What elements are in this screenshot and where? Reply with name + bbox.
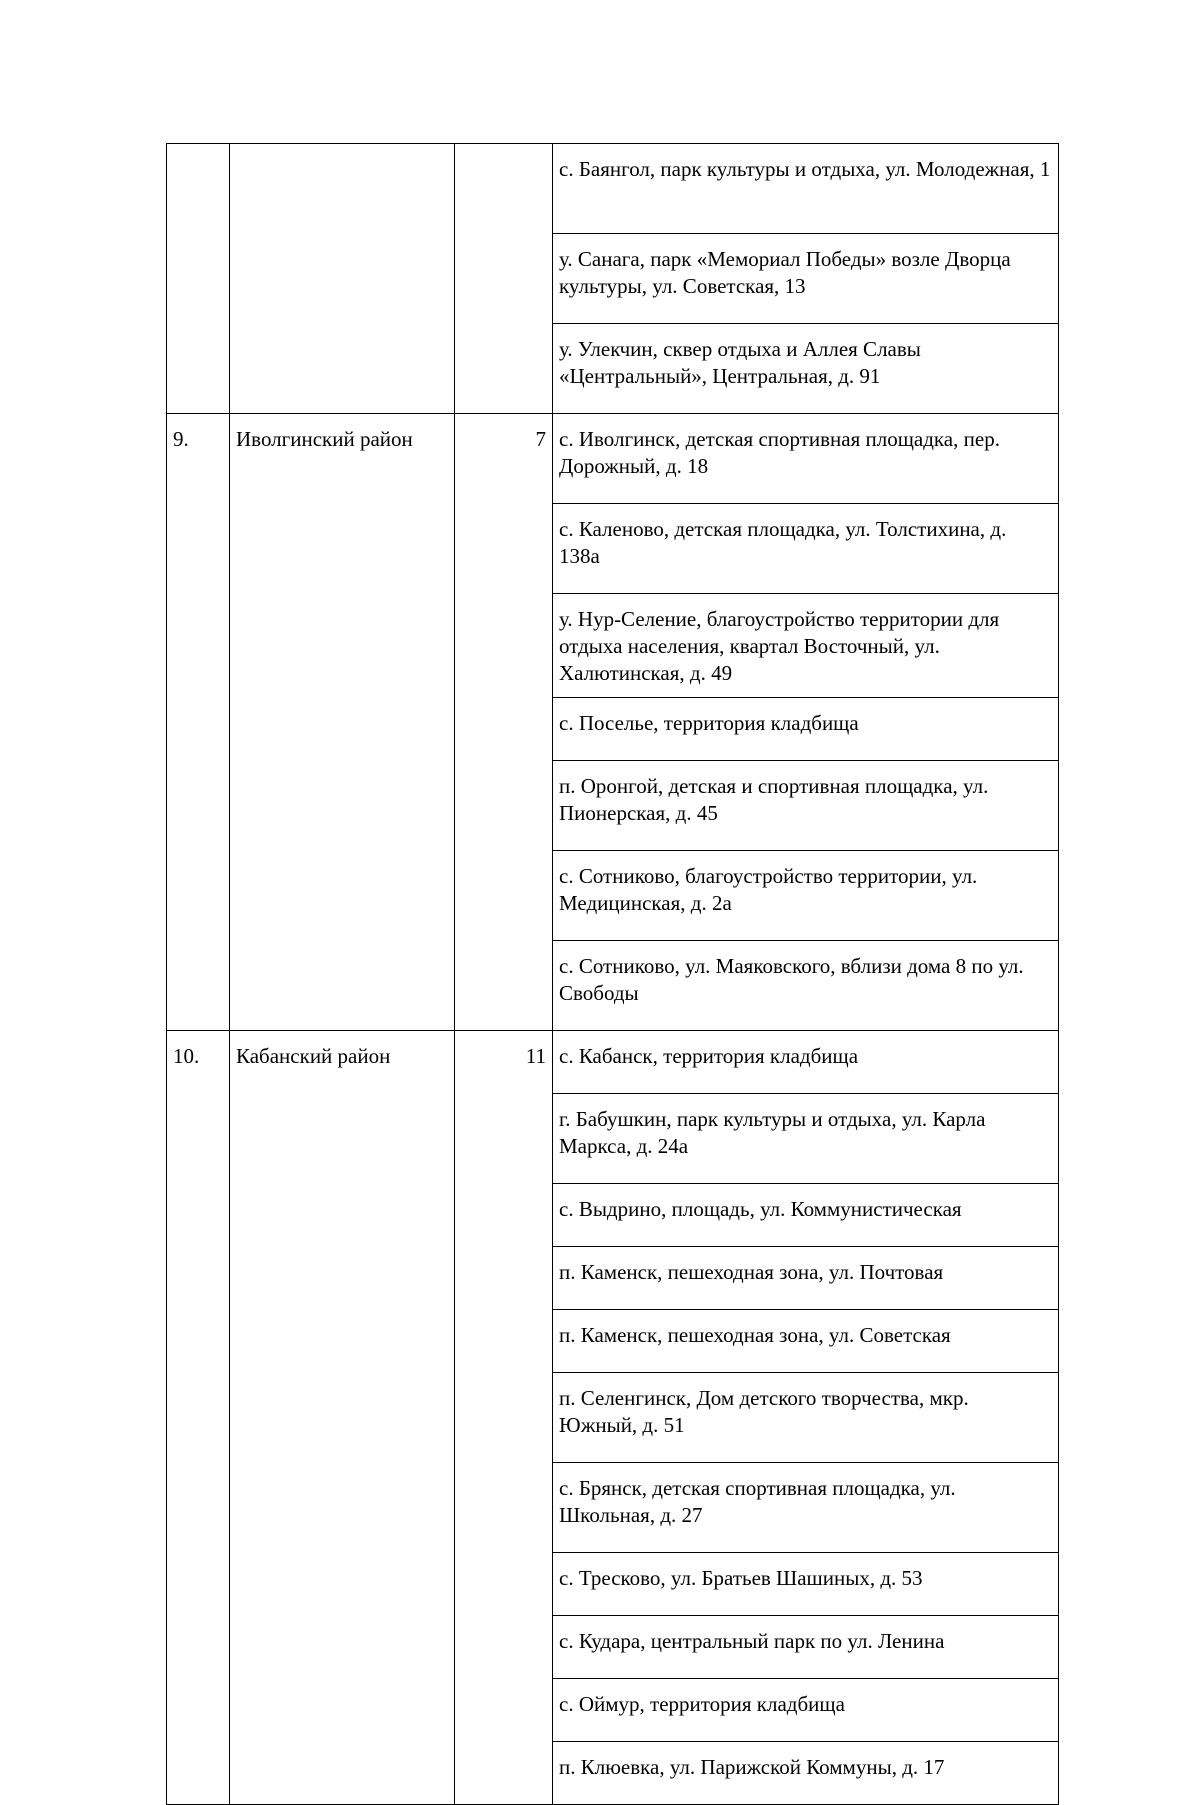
location-cell: с. Тресково, ул. Братьев Шашиных, д. 53 [553, 1553, 1059, 1616]
district-cell: Иволгинский район [230, 414, 455, 1031]
row-number-cell: 9. [167, 414, 230, 1031]
district-cell [230, 144, 455, 414]
count-cell: 7 [455, 414, 553, 1031]
row-number-cell: 10. [167, 1031, 230, 1805]
count-cell [455, 144, 553, 414]
location-cell: с. Кабанск, территория кладбища [553, 1031, 1059, 1094]
district-cell: Кабанский район [230, 1031, 455, 1805]
row-number-cell [167, 144, 230, 414]
location-cell: с. Кудара, центральный парк по ул. Ленина [553, 1616, 1059, 1679]
location-cell: г. Бабушкин, парк культуры и отдыха, ул. Карла Маркса, д. 24а [553, 1094, 1059, 1184]
location-cell: п. Каменск, пешеходная зона, ул. Советская [553, 1310, 1059, 1373]
locations-table [166, 143, 1059, 1805]
table-row [167, 144, 1059, 234]
location-cell: с. Каленово, детская площадка, ул. Толстихина, д. 138а [553, 504, 1059, 594]
table-row [167, 1031, 1059, 1094]
location-cell: с. Сотниково, ул. Маяковского, вблизи дома 8 по ул. Свободы [553, 941, 1059, 1031]
location-cell: с. Иволгинск, детская спортивная площадка, пер. Дорожный, д. 18 [553, 414, 1059, 504]
locations-table-body [167, 144, 1059, 1805]
location-cell: с. Оймур, территория кладбища [553, 1679, 1059, 1742]
location-cell: у. Санага, парк «Мемориал Победы» возле Дворца культуры, ул. Советская, 13 [553, 234, 1059, 324]
location-cell: с. Выдрино, площадь, ул. Коммунистическая [553, 1184, 1059, 1247]
location-cell: у. Улекчин, сквер отдыха и Аллея Славы «Центральный», Центральная, д. 91 [553, 324, 1059, 414]
location-cell: у. Нур-Селение, благоустройство территории для отдыха населения, квартал Восточный, ул. Халютинская, д. 49 [553, 594, 1059, 698]
location-cell: с. Сотниково, благоустройство территории, ул. Медицинская, д. 2а [553, 851, 1059, 941]
location-cell: с. Брянск, детская спортивная площадка, ул. Школьная, д. 27 [553, 1463, 1059, 1553]
location-cell: п. Оронгой, детская и спортивная площадка, ул. Пионерская, д. 45 [553, 761, 1059, 851]
location-cell: п. Селенгинск, Дом детского творчества, мкр. Южный, д. 51 [553, 1373, 1059, 1463]
count-cell: 11 [455, 1031, 553, 1805]
location-cell: п. Клюевка, ул. Парижской Коммуны, д. 17 [553, 1742, 1059, 1805]
location-cell: п. Каменск, пешеходная зона, ул. Почтовая [553, 1247, 1059, 1310]
table-row [167, 414, 1059, 504]
location-cell: с. Поселье, территория кладбища [553, 698, 1059, 761]
location-cell: с. Баянгол, парк культуры и отдыха, ул. Молодежная, 1 [553, 144, 1059, 234]
